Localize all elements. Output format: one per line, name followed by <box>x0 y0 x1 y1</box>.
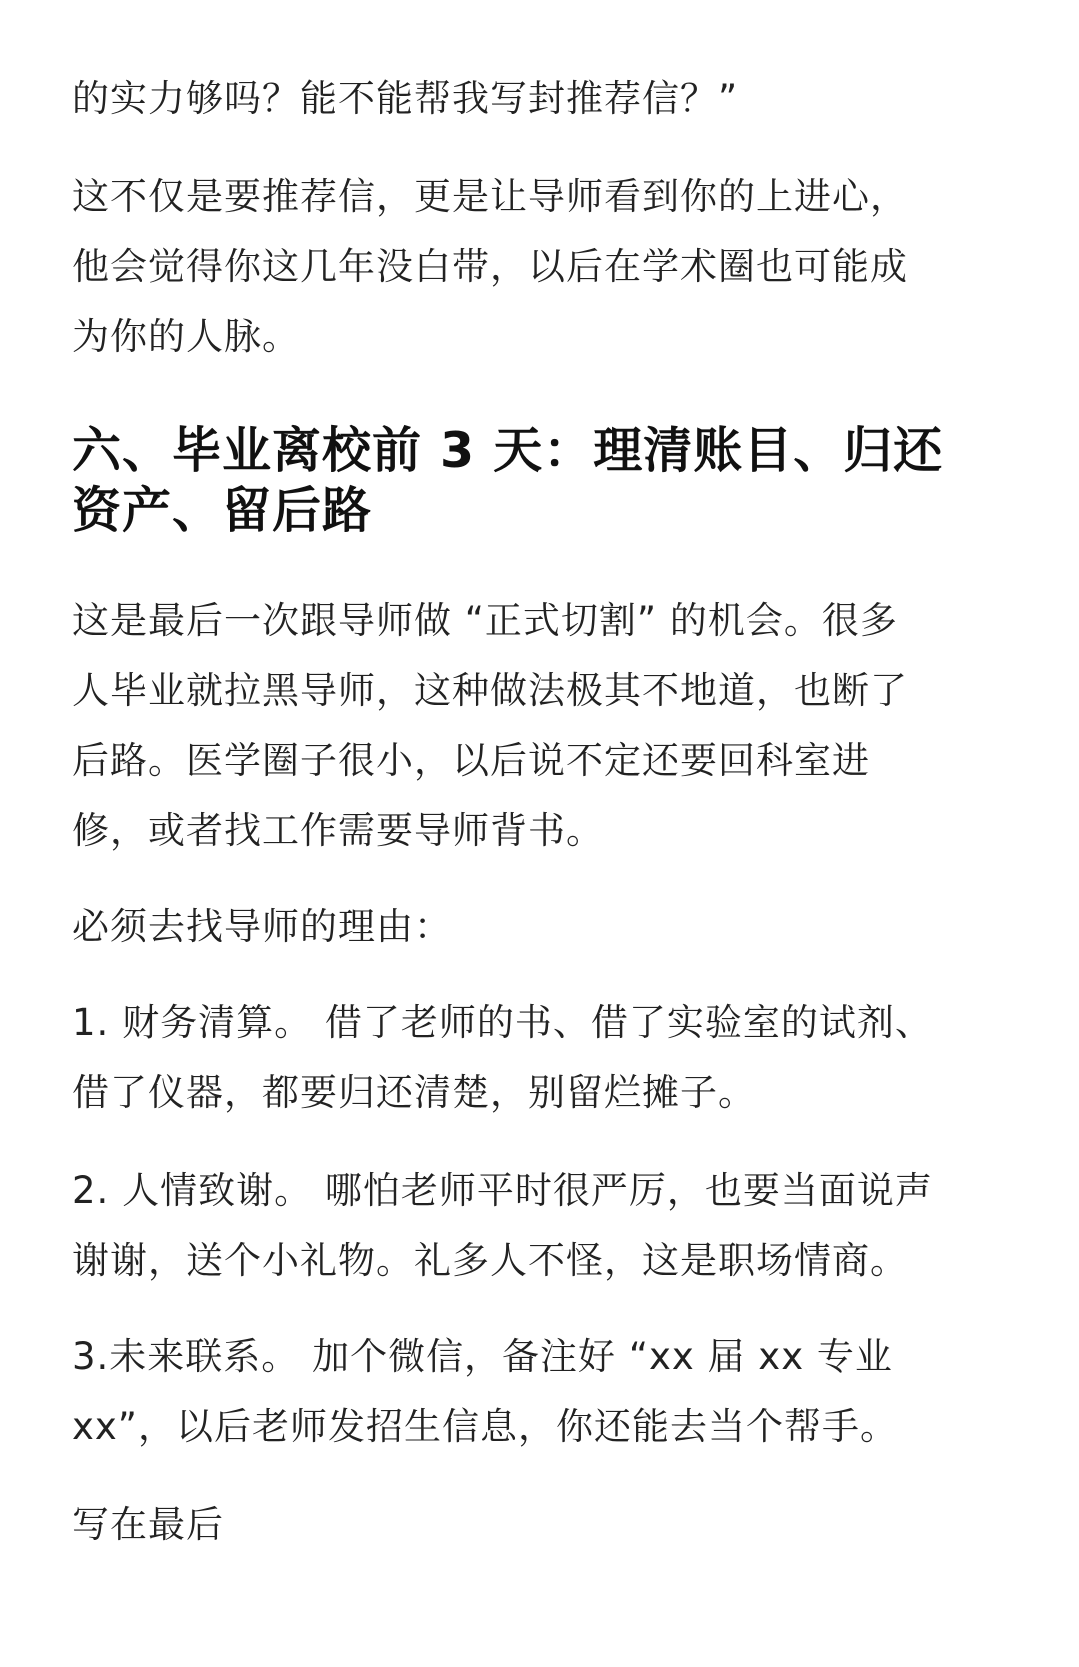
paragraph-line: 这是最后一次跟导师做 “正式切割” 的机会。很多 <box>72 599 898 642</box>
list-item-line: 借了仪器，都要归还清楚，别留烂摊子。 <box>72 1071 756 1114</box>
paragraph-closing: 写在最后 <box>72 1503 224 1546</box>
heading-line: 资产、留后路 <box>72 482 373 539</box>
paragraph-line: 修，或者找工作需要导师背书。 <box>72 809 604 852</box>
list-item-line: 2. 人情致谢。 哪怕老师平时很严厉，也要当面说声 <box>72 1169 933 1212</box>
list-item-line: 谢谢，送个小礼物。礼多人不怪，这是职场情商。 <box>72 1239 908 1282</box>
list-item-line: xx”，以后老师发招生信息，你还能去当个帮手。 <box>72 1405 898 1448</box>
list-item-line: 1. 财务清算。 借了老师的书、借了实验室的试剂、 <box>72 1001 933 1044</box>
paragraph-line: 他会觉得你这几年没白带，以后在学术圈也可能成 <box>72 245 908 288</box>
paragraph-intro-tail: 的实力够吗？能不能帮我写封推荐信？” <box>72 77 739 120</box>
paragraph-reasons-intro: 必须去找导师的理由： <box>72 905 452 948</box>
paragraph-line: 人毕业就拉黑导师，这种做法极其不地道，也断了 <box>72 669 908 712</box>
paragraph-line: 这不仅是要推荐信，更是让导师看到你的上进心， <box>72 175 908 218</box>
paragraph-line: 为你的人脉。 <box>72 315 300 358</box>
heading-line: 六、毕业离校前 3 天：理清账目、归还 <box>72 422 944 479</box>
list-item-line: 3.未来联系。 加个微信，备注好 “xx 届 xx 专业 <box>72 1335 893 1378</box>
paragraph-line: 后路。医学圈子很小，以后说不定还要回科室进 <box>72 739 870 782</box>
